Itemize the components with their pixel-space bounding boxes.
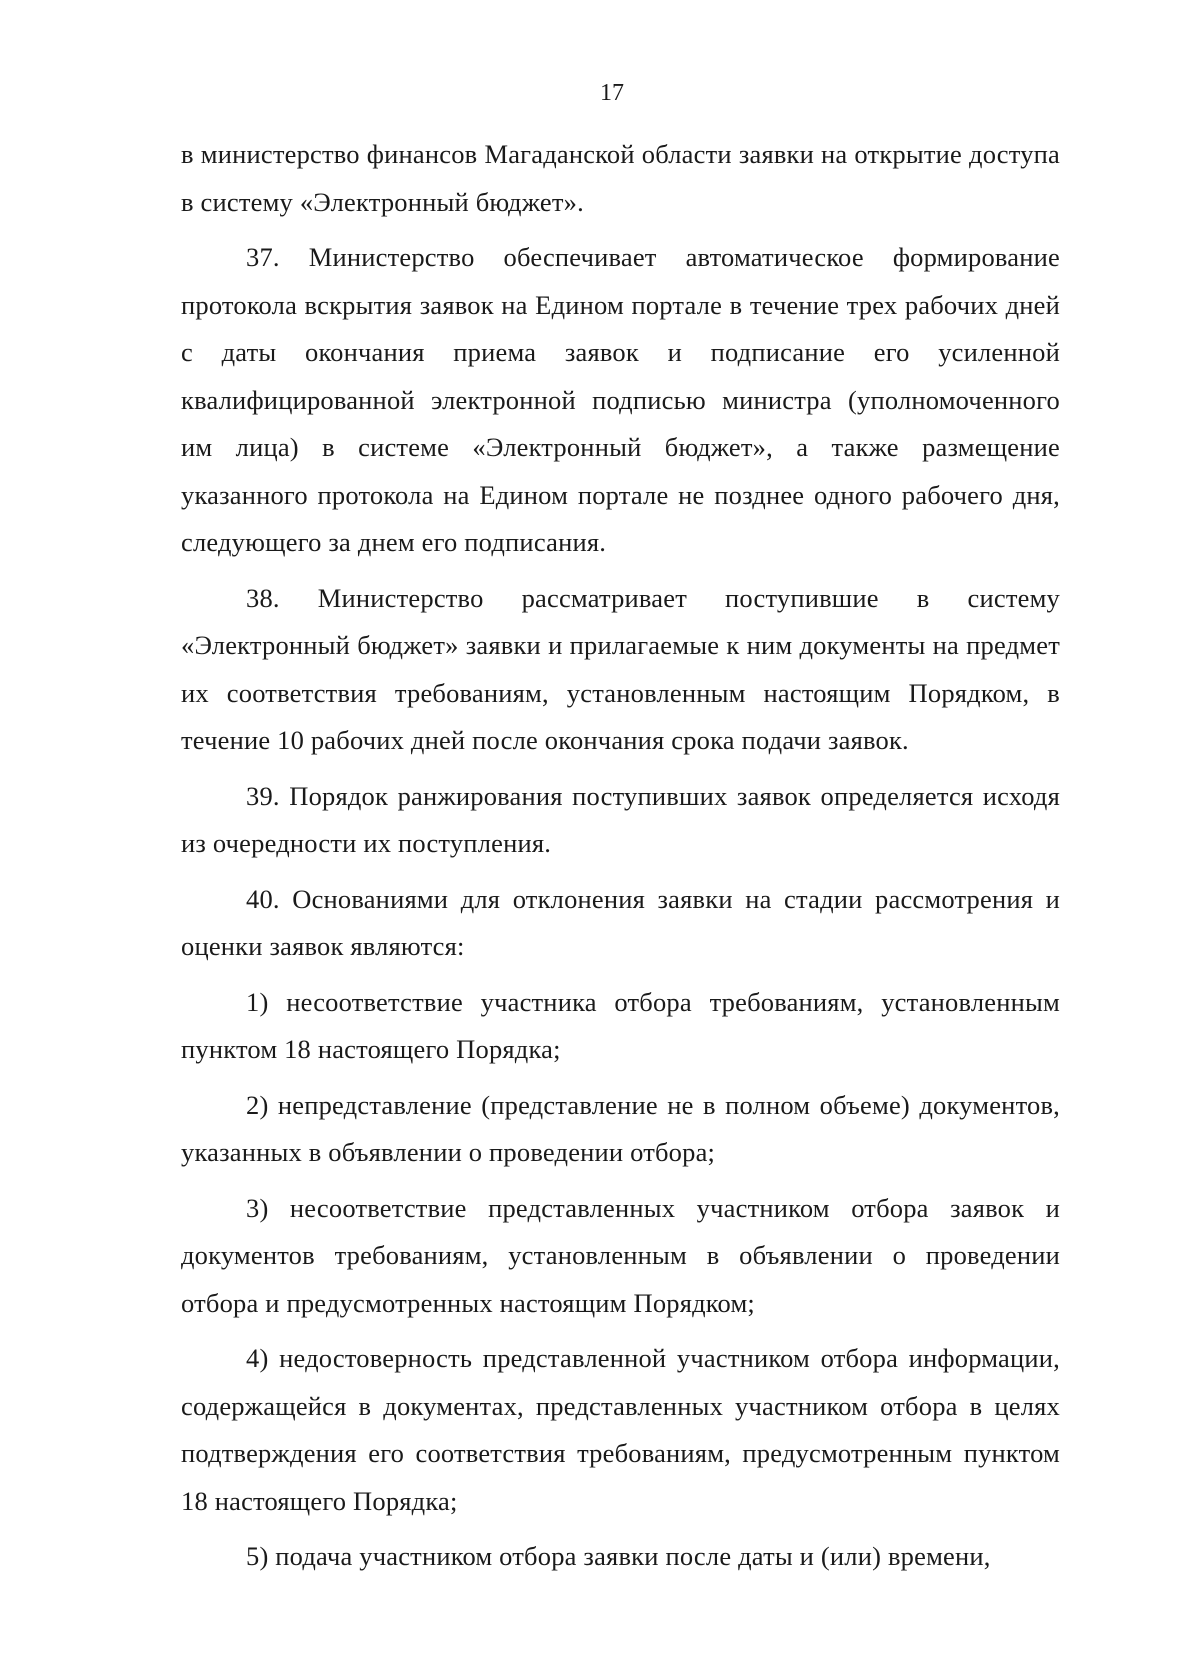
paragraph-40: 40. Основаниями для отклонения заявки на стадии рассмотрения и оценки заявок являются: [181, 883, 1060, 961]
paragraph-37: 37. Министерство обеспечивает автоматическое формирование протокола вскрытия заявок на Едином портале в течение трех рабочих дней с даты окончания приема заявок и подписание его усиленной квалифицированной электронной подписью министра (уполномоченного им лица) в системе «Электронный бюджет», а также размещение указанного протокола на Едином портале не позднее одного рабочего дня, следующего за днем его подписания. [181, 242, 1060, 557]
list-item-2: 2) непредставление (представление не в полном объеме) документов, указанных в объявлении о проведении отбора; [181, 1089, 1060, 1167]
document-body [181, 131, 1060, 1581]
list-item-5: 5) подача участником отбора заявки после даты и (или) времени, [246, 1541, 991, 1571]
paragraph-continuation: в министерство финансов Магаданской области заявки на открытие доступа в систему «Электронный бюджет». [181, 139, 1060, 217]
page-number: 17 [600, 80, 624, 106]
list-item-1: 1) несоответствие участника отбора требованиям, установленным пунктом 18 настоящего Порядка; [181, 986, 1060, 1064]
list-item-4: 4) недостоверность представленной участником отбора информации, содержащейся в документах, представленных участником отбора в целях подтверждения его соответствия требованиям, предусмотренным пунктом 18 настоящего Порядка; [181, 1343, 1060, 1516]
list-item-3: 3) несоответствие представленных участником отбора заявок и документов требованиям, установленным в объявлении о проведении отбора и предусмотренных настоящим Порядком; [181, 1192, 1060, 1318]
paragraph-39: 39. Порядок ранжирования поступивших заявок определяется исходя из очередности их поступления. [181, 780, 1060, 858]
paragraph-38: 38. Министерство рассматривает поступившие в систему «Электронный бюджет» заявки и прилагаемые к ним документы на предмет их соответствия требованиям, установленным настоящим Порядком, в течение 10 рабочих дней после окончания срока подачи заявок. [181, 582, 1060, 755]
